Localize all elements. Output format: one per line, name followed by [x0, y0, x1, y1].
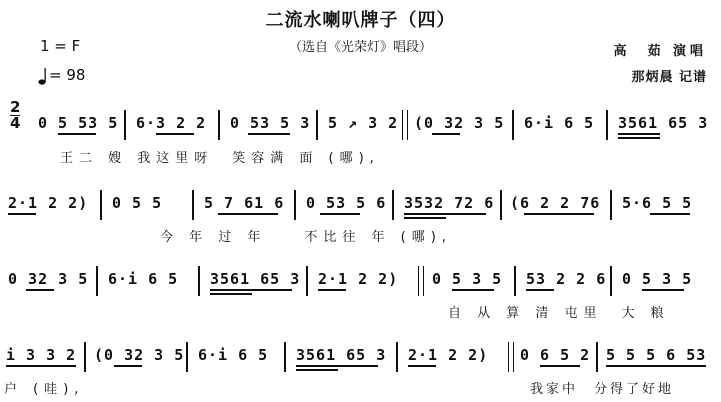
- measure: 0 53 5 3: [230, 114, 311, 132]
- double-barline: [402, 110, 408, 140]
- score-system-4: [0, 346, 721, 376]
- measure: 2·1 2 2): [8, 194, 89, 212]
- measure: 3561 65 3: [210, 270, 301, 288]
- measure: 2·1 2 2): [318, 270, 399, 288]
- beam: [58, 133, 96, 135]
- barline: [514, 266, 516, 296]
- quarter-note-icon: [38, 68, 47, 86]
- beam: [26, 289, 54, 291]
- measure: i 3 3 2: [6, 346, 77, 364]
- barline: [96, 266, 98, 296]
- barline: [396, 342, 398, 372]
- measure: 5 5 5 6 53: [606, 346, 707, 364]
- barline: [186, 342, 188, 372]
- measure: 5 7 61 6: [204, 194, 285, 212]
- beam: [296, 365, 378, 367]
- measure: 6·3 2 2: [136, 114, 207, 132]
- beam: [618, 133, 660, 135]
- barline: [84, 342, 86, 372]
- barline: [198, 266, 200, 296]
- barline: [100, 190, 102, 220]
- measure: 0 6 5 2: [520, 346, 591, 364]
- beam: [114, 365, 142, 367]
- beam: [320, 213, 360, 215]
- beam: [404, 213, 486, 215]
- measure: 6·i 6 5: [198, 346, 269, 364]
- measure: 0 53 5 6: [306, 194, 387, 212]
- lyrics-line-4: 我家中 分得了好地: [530, 382, 675, 397]
- beam: [606, 365, 706, 367]
- page-subtitle: （选自《光荣灯》唱段）: [288, 40, 432, 55]
- measure: 2·1 2 2): [408, 346, 489, 364]
- barline: [284, 342, 286, 372]
- lyrics-line-2: 今 年 过 年 不比往 年 (哪),: [160, 230, 452, 245]
- lyrics-line-3: 自 从 算 清 屯里 大 粮: [448, 306, 670, 321]
- measure: (6 2 2 76: [510, 194, 601, 212]
- measure: 0 32 3 5: [8, 270, 89, 288]
- barline: [306, 266, 308, 296]
- measure: 6·i 6 5: [108, 270, 179, 288]
- measure: 0 5 3 5: [622, 270, 693, 288]
- measure: 0 5 5: [112, 194, 163, 212]
- time-signature-top: 2: [10, 98, 21, 116]
- measure: 5·6 5 5: [622, 194, 693, 212]
- key-signature: 1 = F: [40, 37, 81, 55]
- measure: 53 2 2 6: [526, 270, 607, 288]
- lyrics-line-1: 王二 嫂 我这里呀 笑容满 面 (哪),: [60, 151, 380, 166]
- lyrics-line-4-start: 户 (哇),: [4, 382, 85, 397]
- credit-singer: 高 茹 演唱: [613, 44, 707, 59]
- beam: [404, 217, 446, 219]
- beam: [650, 213, 690, 215]
- beam: [432, 133, 460, 135]
- tempo-marking: [38, 66, 85, 86]
- beam: [642, 289, 684, 291]
- beam: [540, 365, 580, 367]
- double-barline: [508, 342, 514, 372]
- beam: [218, 213, 278, 215]
- barline: [218, 110, 220, 140]
- barline: [500, 190, 502, 220]
- barline: [392, 190, 394, 220]
- score-system-1: [0, 114, 721, 144]
- measure: (0 32 3 5: [94, 346, 185, 364]
- score-system-3: [0, 270, 721, 300]
- barline: [596, 342, 598, 372]
- measure: 0 5 3 5: [432, 270, 503, 288]
- measure: 3532 72 6: [404, 194, 495, 212]
- beam: [526, 289, 554, 291]
- beam: [296, 369, 338, 371]
- barline: [610, 266, 612, 296]
- beam: [524, 213, 594, 215]
- score-system-2: [0, 194, 721, 224]
- credit-recorder: 那炳晨 记谱: [631, 70, 707, 85]
- time-signature-bottom: 4: [10, 114, 21, 132]
- beam: [210, 293, 252, 295]
- beam: [156, 133, 194, 135]
- beam: [618, 137, 660, 139]
- beam: [8, 213, 36, 215]
- barline: [192, 190, 194, 220]
- double-barline: [418, 266, 424, 296]
- barline: [316, 110, 318, 140]
- beam: [408, 365, 436, 367]
- beam: [318, 289, 346, 291]
- measure: 3561 65 3: [296, 346, 387, 364]
- barline: [610, 190, 612, 220]
- measure: 5 ↗ 3 2: [328, 114, 399, 132]
- barline: [124, 110, 126, 140]
- measure: 0 5 53 5: [38, 114, 119, 132]
- measure: (0 32 3 5: [414, 114, 505, 132]
- measure: 6·i 6 5: [524, 114, 595, 132]
- measure: 3561 65 3: [618, 114, 709, 132]
- barline: [512, 110, 514, 140]
- barline: [606, 110, 608, 140]
- barline: [294, 190, 296, 220]
- beam: [6, 365, 76, 367]
- beam: [210, 289, 292, 291]
- tempo-value: = 98: [49, 66, 86, 84]
- page-title: 二流水喇叭牌子（四）: [265, 10, 456, 31]
- beam: [452, 289, 494, 291]
- beam: [248, 133, 290, 135]
